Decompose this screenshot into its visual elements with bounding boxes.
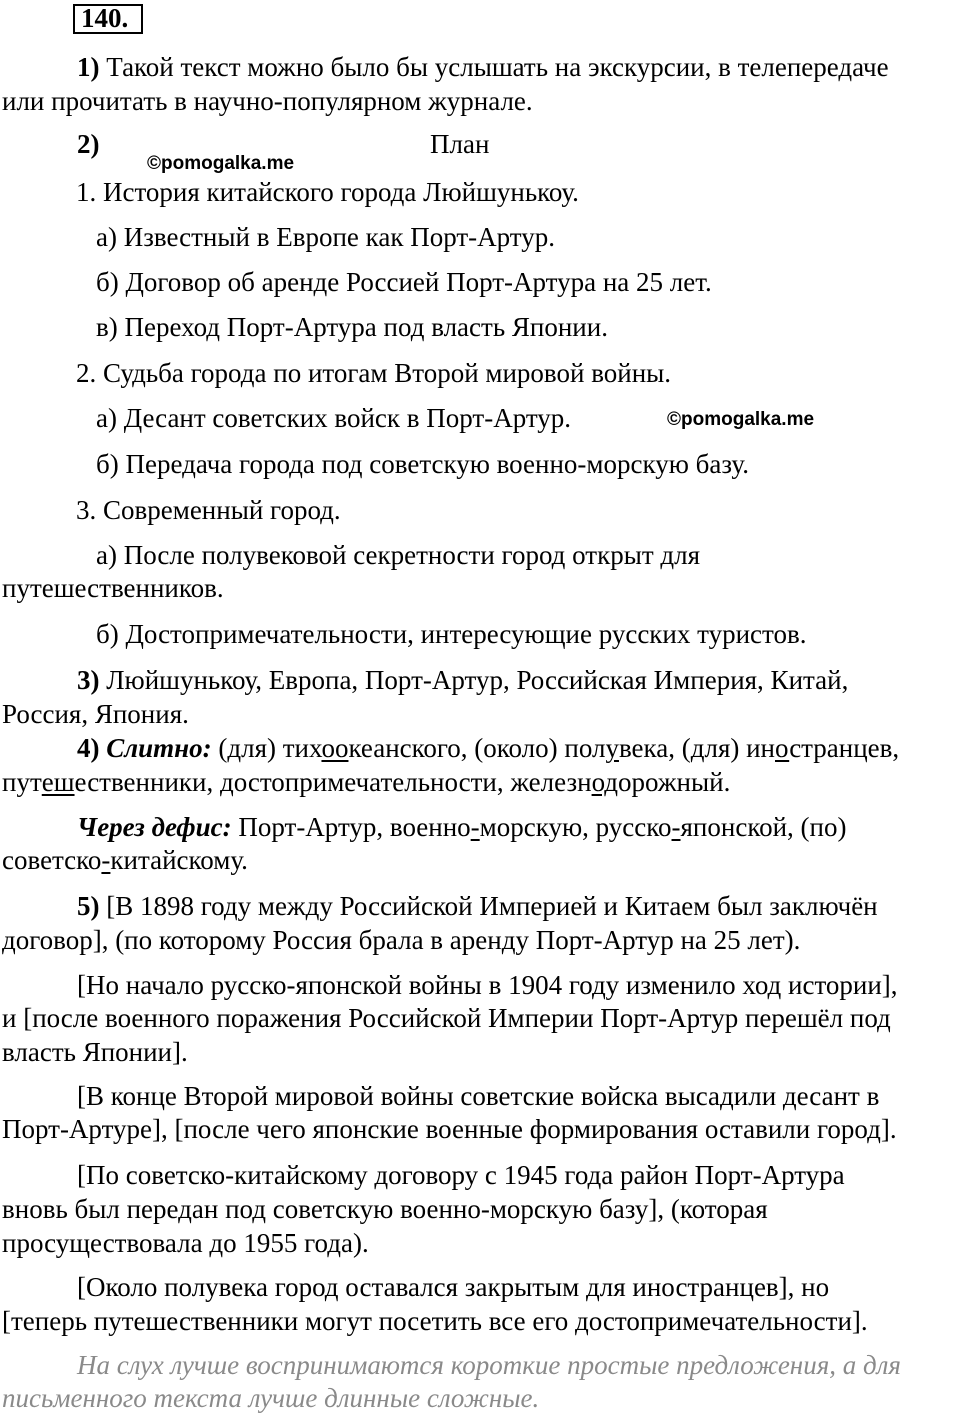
task1-num: 1) (77, 52, 100, 82)
task4-line4 (2, 844, 248, 876)
note-line2: письменного текста лучше длинные сложные. (2, 1383, 540, 1413)
watermark: ©pomogalka.me (147, 153, 295, 174)
task5-line5: власть Японии]. (2, 1037, 188, 1067)
plan-item-1b: б) Договор об аренде Россией Порт-Артура на 25 лет. (96, 267, 712, 297)
task5-num: 5) (77, 891, 100, 921)
task3-line2: Россия, Япония. (2, 699, 189, 729)
note-line1: На слух лучше воспринимаются короткие простые предложения, а для (77, 1350, 901, 1380)
task5-line10: просуществовала до 1955 года). (2, 1228, 369, 1258)
plan-item-2b: б) Передача города под советскую военно-морскую базу. (96, 449, 749, 479)
plan-item-2a: а) Десант советских войск в Порт-Артур. (96, 403, 572, 433)
underlined-hyphen: - (101, 845, 111, 875)
plan-item-3a-line1: а) После полувековой секретности город открыт для (96, 540, 701, 570)
plan-item-2: 2. Судьба города по итогам Второй мировой войны. (76, 358, 672, 388)
plan-item-3: 3. Современный город. (76, 495, 341, 525)
underlined-letters: од (591, 767, 619, 797)
watermark: ©pomogalka.me (667, 409, 815, 430)
task5-text: [В 1898 году между Российской Империей и Китаем был заключён (99, 891, 878, 921)
task4-text: ественники, достопримечательности, железн (74, 767, 592, 797)
task4-text: орожный. (618, 767, 731, 797)
task5-line9: вновь был передан под советскую военно-морскую базу], (которая (2, 1194, 768, 1224)
plan-item-1c: в) Переход Порт-Артура под власть Японии. (96, 312, 608, 342)
task4-text: странцев, (789, 733, 900, 763)
task4-text: пут (2, 767, 42, 797)
label-solid: Слитно: (106, 733, 212, 763)
task4-text: китайскому. (110, 845, 248, 875)
task5-line3: [Но начало русско-японской войны в 1904 году изменило ход истории], (77, 970, 898, 1000)
exercise-number: 140. (81, 3, 129, 33)
task5-line6: [В конце Второй мировой войны советские войска высадили десант в (77, 1081, 880, 1111)
underlined-letters: о (775, 733, 790, 763)
task4-line3 (77, 811, 846, 843)
plan-item-3b: б) Достопримечательности, интересующие русских туристов. (96, 619, 807, 649)
plan-title: План (430, 129, 490, 159)
task1-line2: или прочитать в научно-популярном журнале. (2, 86, 533, 116)
task5-line11: [Около полувека город оставался закрытым для иностранцев], но (77, 1272, 830, 1302)
task3-text1: Люйшунькоу, Европа, Порт-Артур, Российская Империя, Китай, (99, 665, 849, 695)
plan-item-1a: а) Известный в Европе как Порт-Артур. (96, 222, 555, 252)
task4-text: кеанского, (около) пол (348, 733, 606, 763)
task4-text: советско (2, 845, 102, 875)
task4-line1 (77, 732, 899, 764)
task5-line4: и [после военного поражения Российской Империи Порт-Артур перешёл под (2, 1003, 891, 1033)
task5-line2: договор], (по которому Россия брала в аренду Порт-Артур на 25 лет). (2, 925, 801, 955)
underlined-letters: у (605, 733, 619, 763)
task4-text: (для) тих (211, 733, 322, 763)
task2-num: 2) (77, 129, 100, 159)
underlined-letters: еш (41, 767, 75, 797)
task1-text1: Такой текст можно было бы услышать на экскурсии, в телепередаче (99, 52, 889, 82)
task5-line7: Порт-Артуре], [после чего японские военные формирования оставили город]. (2, 1114, 897, 1144)
task5-line12: [теперь путешественники могут посетить все его достопримечательности]. (2, 1306, 868, 1336)
task5-line1 (77, 890, 878, 922)
label-hyphen: Через дефис: (77, 812, 232, 842)
task4-num: 4) (77, 733, 100, 763)
task5-line8: [По советско-китайскому договору с 1945 года район Порт-Артура (77, 1160, 845, 1190)
task4-line2 (2, 766, 730, 798)
task3-line1 (77, 664, 848, 696)
underlined-hyphen: - (671, 812, 681, 842)
task4-text: века, (для) ин (618, 733, 775, 763)
task1-line1 (77, 51, 889, 83)
exercise-number-box (73, 4, 143, 34)
plan-item-3a-line2: путешественников. (2, 573, 224, 603)
plan-item-1: 1. История китайского города Люйшунькоу. (76, 177, 579, 207)
task4-text: японской, (по) (680, 812, 847, 842)
task4-text: морскую, русско (479, 812, 672, 842)
underlined-letters: оо (321, 733, 349, 763)
underlined-hyphen: - (470, 812, 480, 842)
task3-num: 3) (77, 665, 100, 695)
task4-text: Порт-Артур, военно (231, 812, 471, 842)
